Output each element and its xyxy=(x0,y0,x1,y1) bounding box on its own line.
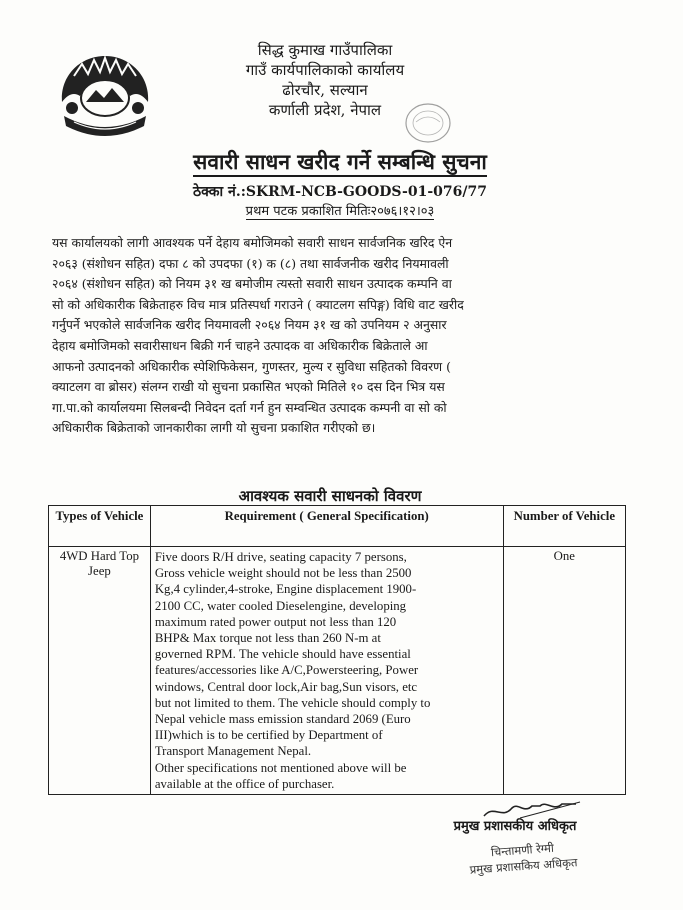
requirement-line: 2100 CC, water cooled Dieselengine, developing xyxy=(154,598,407,613)
nepal-emblem-icon xyxy=(54,46,156,138)
requirement-line: Nepal vehicle mass emission standard 2069 (Euro xyxy=(154,712,411,727)
header-number-of-vehicle: Number of Vehicle xyxy=(503,506,625,547)
requirement-line: Kg,4 cylinder,4-stroke, Engine displacement 1900- xyxy=(154,582,417,597)
signatory-role: प्रमुख प्रशासकिय अधिकृत xyxy=(469,855,578,877)
cell-requirement xyxy=(150,547,503,795)
requirement-line: BHP& Max torque not less than 260 N-m at xyxy=(154,631,381,646)
office-stamp-icon xyxy=(402,100,454,146)
cell-vehicle-type: 4WD Hard Top Jeep xyxy=(49,547,151,795)
requirement-line: Transport Management Nepal. xyxy=(154,744,312,759)
body-line: गर्नुपर्ने भएकोले सार्वजनिक खरीद नियमावली २०६४ नियम ३१ ख को उपनियम २ अनुसार xyxy=(52,317,447,333)
notice-subject xyxy=(100,148,580,176)
body-line: सो को अधिकारीक बिक्रेताहरु विच मात्र प्रतिस्पर्धा गराउने ( क्याटलग सपिङ्ग) विधि वाट खरीद xyxy=(52,296,464,312)
body-line: यस कार्यालयको लागी आवश्यक पर्ने देहाय बमोजिमको सवारी साधन सार्वजनिक खरिद ऐन xyxy=(52,235,453,250)
requirement-line: windows, Central door lock,Air bag,Sun visors, etc xyxy=(154,679,418,694)
header-line-province: कर्णाली प्रदेश, नेपाल xyxy=(268,101,382,119)
header-requirement: Requirement ( General Specification) xyxy=(150,506,503,547)
requirement-line: governed RPM. The vehicle should have essential xyxy=(154,647,411,662)
body-line: क्याटलग वा ब्रोसर) संलग्न राखी यो सुचना प्रकासित भएको मितिले १० दस दिन भित्र यस xyxy=(52,379,445,395)
body-line: २०६४ (संशोधन सहित) को नियम ३१ ख बमोजीम त्यस्तो सवारी साधन उत्पादक कम्पनि वा xyxy=(52,276,452,292)
header-line-office: गाउँ कार्यपालिकाको कार्यालय xyxy=(245,61,405,79)
notice-body xyxy=(52,233,626,439)
table-row xyxy=(49,547,626,795)
table-title xyxy=(180,486,480,506)
table-title-text: आवश्यक सवारी साधनको विवरण xyxy=(238,487,422,505)
body-line: गा.पा.को कार्यालयमा सिलबन्दी निवेदन दर्ता गर्न हुन सम्वन्धित उत्पादक कम्पनी वा सो को xyxy=(52,399,447,415)
requirement-line: features/accessories like A/C,Powersteering, Power xyxy=(154,663,419,678)
requirement-line: but not limited to them. The vehicle should comply to xyxy=(154,695,431,710)
body-line: देहाय बमोजिमको सवारीसाधन बिक्री गर्न चाहने उत्पादक वा अधिकारीक बिक्रेताले आ xyxy=(52,337,428,353)
requirement-line: Gross vehicle weight should not be less than 2500 xyxy=(154,566,412,581)
requirement-line: maximum rated power output not less than 120 xyxy=(154,614,397,629)
vehicle-spec-table xyxy=(48,505,626,795)
requirement-line: Other specifications not mentioned above will be xyxy=(154,760,407,775)
signature-block xyxy=(430,798,630,888)
requirement-line: available at the office of purchaser. xyxy=(154,776,335,791)
header-line-municipality: सिद्ध कुमाख गाउँपालिका xyxy=(257,41,393,59)
requirement-line: III)which is to be certified by Department of xyxy=(154,728,383,743)
body-line: अधिकारीक बिक्रेताको जानकारीका लागी यो सुचना प्रकाशित गरीएको छ। xyxy=(52,420,376,436)
body-line: २०६३ (संशोधन सहित) दफा ८ को उपदफा (१) क (८) तथा सार्वजनीक खरीद नियमावली xyxy=(52,255,449,271)
cell-vehicle-count: One xyxy=(503,547,625,795)
signatory-title: प्रमुख प्रशासकीय अधिकृत xyxy=(453,819,577,834)
requirement-line: Five doors R/H drive, seating capacity 7 persons, xyxy=(154,550,407,564)
table-header-row xyxy=(49,506,626,547)
header-line-place: ढोरचौर, सल्यान xyxy=(282,81,368,99)
tender-number: ठेक्का नं.:SKRM-NCB-GOODS-01-076/77 xyxy=(193,184,487,200)
publication-date xyxy=(180,202,500,222)
body-line: आफनो उत्पादनको अधिकारीक स्पेशिफिकेसन, गुणस्तर, मुल्य र सुविधा सहितको विवरण ( xyxy=(52,358,451,374)
publication-date-text: प्रथम पटक प्रकाशित मितिः२०७६।१२।०३ xyxy=(245,204,435,219)
signatory-name: चिन्तामणी रेग्मी xyxy=(490,840,555,860)
notice-subject-text: सवारी साधन खरीद गर्ने सम्बन्धि सुचना xyxy=(193,149,487,177)
header-type-of-vehicle: Types of Vehicle xyxy=(49,506,151,547)
signatory-handwritten xyxy=(447,837,599,879)
